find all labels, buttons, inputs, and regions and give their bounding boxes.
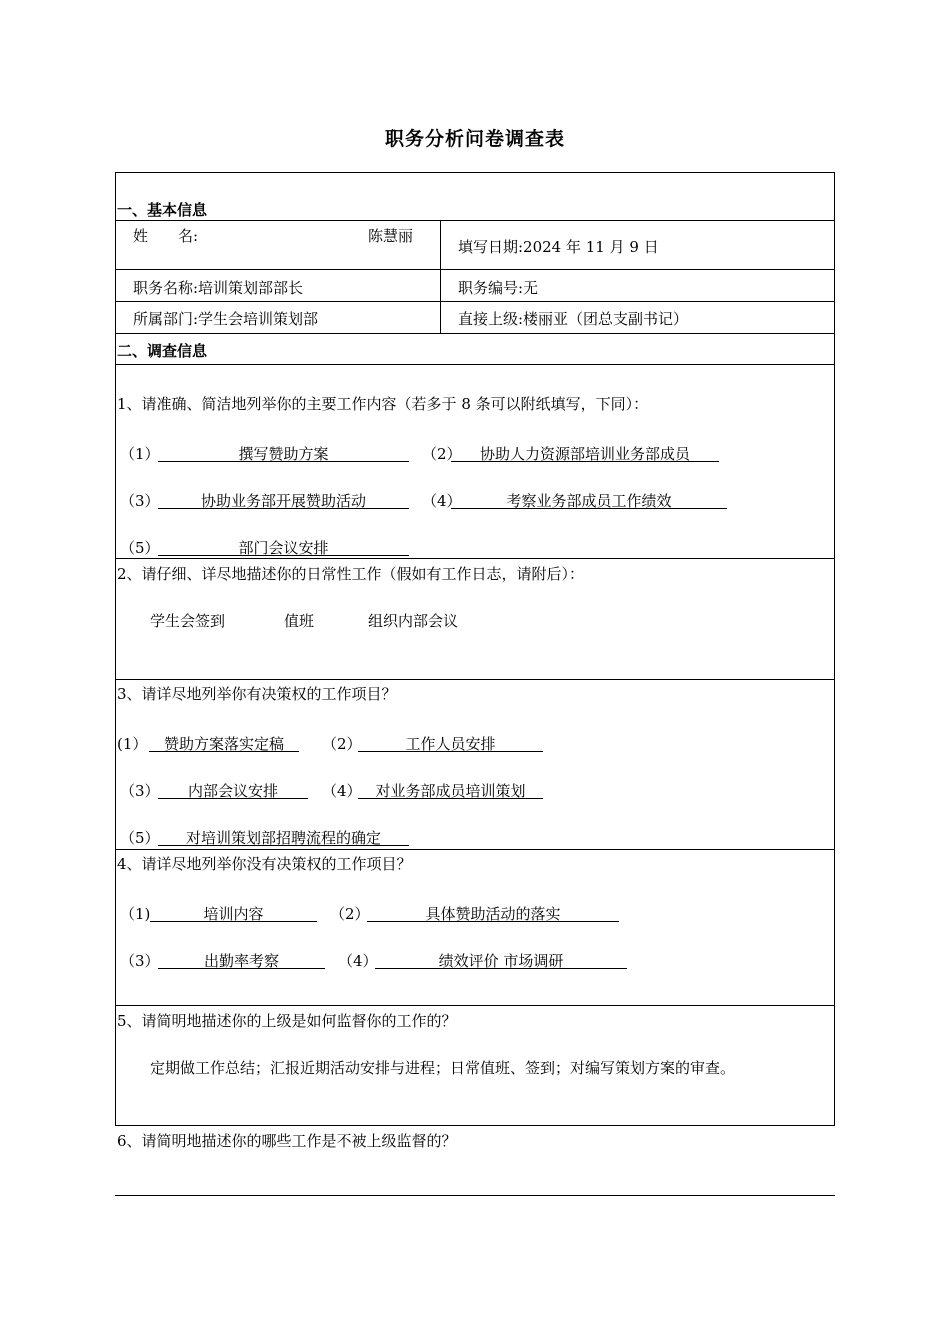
q3-item-num: （2） — [322, 735, 362, 753]
department: 所属部门:学生会培训策划部 — [133, 310, 319, 328]
q3-item-answer: 对培训策划部招聘流程的确定 — [158, 827, 409, 846]
q3-question: 3、请详尽地列举你有决策权的工作项目？ — [117, 685, 397, 703]
q3-item-answer: 对业务部成员培训策划 — [358, 780, 543, 799]
job-code: 职务编号:无 — [458, 279, 539, 297]
q5-question: 5、请简明地描述你的上级是如何监督你的工作的？ — [117, 1012, 457, 1030]
q4-question: 4、请详尽地列举你没有决策权的工作项目？ — [117, 855, 412, 873]
q3-item-answer: 赞助方案落实定稿 — [149, 733, 299, 752]
q2-item: 组织内部会议 — [368, 612, 459, 630]
section-survey-info: 二、调查信息 — [117, 342, 208, 360]
q1-item-answer: 撰写赞助方案 — [158, 443, 409, 462]
q4-item-num: （1) — [120, 905, 151, 923]
q1-item-answer: 部门会议安排 — [158, 537, 409, 556]
fill-date: 填写日期:2024 年 11 月 9 日 — [458, 238, 659, 256]
q4-item-answer: 绩效评价 市场调研 — [375, 950, 627, 969]
q3-item-answer: 工作人员安排 — [358, 733, 543, 752]
name-label: 姓 名: — [133, 227, 199, 245]
q1-item-answer: 考察业务部成员工作绩效 — [451, 490, 727, 509]
q4-item-answer: 出勤率考察 — [158, 950, 325, 969]
section-basic-info: 一、基本信息 — [117, 201, 208, 219]
q1-item-answer: 协助人力资源部培训业务部成员 — [451, 443, 719, 462]
page-title: 职务分析问卷调查表 — [384, 128, 565, 150]
q3-item-num: （3） — [120, 782, 160, 800]
q1-item-num: （5） — [120, 539, 160, 557]
q4-item-answer: 具体赞助活动的落实 — [367, 903, 619, 922]
q3-item-num: （5） — [120, 829, 160, 847]
q4-item-num: （2） — [330, 905, 370, 923]
q1-item-answer: 协助业务部开展赞助活动 — [158, 490, 409, 509]
q4-item-num: （3） — [120, 952, 160, 970]
name-value: 陈慧丽 — [368, 227, 414, 245]
supervisor: 直接上级:楼丽亚（团总支副书记） — [458, 310, 689, 328]
q2-item: 学生会签到 — [150, 612, 226, 630]
q2-item: 值班 — [284, 612, 315, 630]
q3-item-answer: 内部会议安排 — [158, 780, 308, 799]
job-title: 职务名称:培训策划部部长 — [133, 279, 304, 297]
q3-item-num: （4） — [322, 782, 362, 800]
q1-item-num: （4） — [422, 492, 462, 510]
q3-item-num: (1） — [117, 735, 148, 753]
q1-item-num: （3） — [120, 492, 160, 510]
q1-item-num: （1） — [120, 445, 160, 463]
q2-question: 2、请仔细、详尽地描述你的日常性工作（假如有工作日志，请附后）： — [117, 565, 585, 583]
q5-answer: 定期做工作总结；汇报近期活动安排与进程；日常值班、签到；对编写策划方案的审查。 — [150, 1059, 736, 1077]
q1-item-num: （2） — [422, 445, 462, 463]
q4-item-num: （4） — [338, 952, 378, 970]
q1-question: 1、请准确、简洁地列举你的主要工作内容（若多于 8 条可以附纸填写，下同）： — [117, 395, 649, 413]
q6-question: 6、请简明地描述你的哪些工作是不被上级监督的？ — [117, 1132, 457, 1150]
q4-item-answer: 培训内容 — [150, 903, 317, 922]
